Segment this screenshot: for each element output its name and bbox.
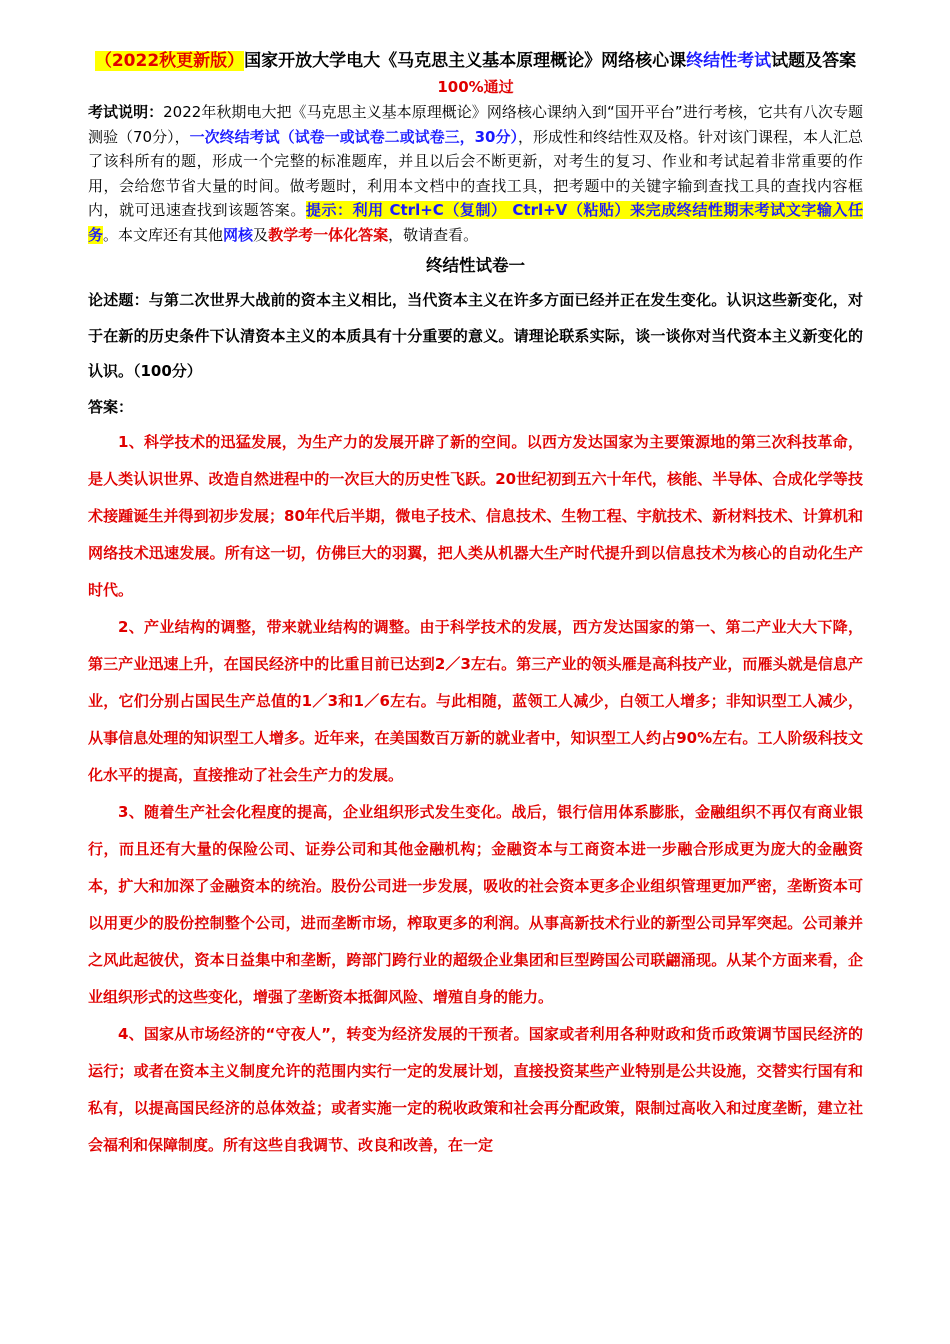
answer-label: 答案：	[88, 397, 134, 416]
title-main-a: 国家开放大学电大《马克思主义基本原理概论》网络核心课	[244, 51, 687, 71]
intro-blue-2: 网核	[223, 225, 254, 244]
answer-paragraph-1: 1、科学技术的迅猛发展，为生产力的发展开辟了新的空间。以西方发达国家为主要策源地的第三次科技革命，是人类认识世界、改造自然进程中的一次巨大的历史性飞跃。20世纪初到五六十年代，核能、半导体、合成化学等技术接踵诞生并得到初步发展；80年代后半期，微电子技术、信息技术、生物工程、宇航技术、新材料技术、计算机和网络技术迅速发展。所有这一切，仿佛巨大的羽翼，把人类从机器大生产时代提升到以信息技术为核心的自动化生产时代。	[88, 432, 863, 599]
intro-text-1: 2022年秋期电大把《马克思主义基本原理概论》网络核心课纳入到“国开平台”进行考核，它共有八次专题测验（70分），	[88, 103, 863, 146]
title-main-b: 试题及答案	[771, 51, 857, 71]
document-page	[88, 48, 863, 1164]
answer-paragraph-3: 3、随着生产社会化程度的提高，企业组织形式发生变化。战后，银行信用体系膨胀，金融组织不再仅有商业银行，而且还有大量的保险公司、证券公司和其他金融机构；金融资本与工商资本进一步融合形成更为庞大的金融资本，扩大和加深了金融资本的统治。股份公司进一步发展，吸收的社会资本更多企业组织管理更加严密，垄断资本可以用更少的股份控制整个公司，进而垄断市场，榨取更多的利润。从事高新技术行业的新型公司异军突起。公司兼并之风此起彼伏，资本日益集中和垄断，跨部门跨行业的超级企业集团和巨型跨国公司联翩涌现。从某个方面来看，企业组织形式的这些变化，增强了垄断资本抵御风险、增殖自身的能力。	[88, 802, 863, 1006]
intro-text-3: 。本文库还有其他	[103, 225, 224, 244]
intro-red-1: 教学考一体化答案	[268, 225, 389, 244]
intro-tip: 提示：利用 Ctrl+C（复制） Ctrl+V（粘贴）来完成终结性期末考试文字输入任务	[88, 201, 863, 244]
intro-label: 考试说明：	[88, 103, 164, 121]
pass-text: 100%通过	[437, 78, 514, 96]
title-version-tag: （2022秋更新版）	[94, 51, 245, 71]
intro-blue-1: 一次终结考试（试卷一或试卷二或试卷三，30分）	[189, 127, 518, 146]
question-text: 论述题：与第二次世界大战前的资本主义相比，当代资本主义在许多方面已经并正在发生变化。认识这些新变化，对于在新的历史条件下认清资本主义的本质具有十分重要的意义。请理论联系实际，谈一谈你对当代资本主义新变化的认识。（100分）	[88, 291, 863, 380]
document-title	[88, 48, 863, 74]
answer-paragraph-4: 4、国家从市场经济的“守夜人”，转变为经济发展的干预者。国家或者利用各种财政和货币政策调节国民经济的运行；或者在资本主义制度允许的范围内实行一定的发展计划，直接投资某些产业特别是公共设施，交替实行国有和私有，以提高国民经济的总体效益；或者实施一定的税收政策和社会再分配政策，限制过高收入和过度垄断，建立社会福利和保障制度。所有这些自我调节、改良和改善，在一定	[88, 1024, 863, 1154]
intro-text-2: ，形成性和终结性双及格。针对该门课程，本人汇总了该科所有的题，形成一个完整的标准题库，并且以后会不断更新，对考生的复习、作业和考试起着非常重要的作用，会给您节省大量的时间。做考题时，利用本文档中的查找工具，把考题中的关键字输到查找工具的查找内容框内，就可迅速查找到该题答案。	[88, 127, 863, 219]
section-title: 终结性试卷一	[426, 256, 525, 275]
answer-paragraph-2: 2、产业结构的调整，带来就业结构的调整。由于科学技术的发展，西方发达国家的第一、第二产业大大下降，第三产业迅速上升，在国民经济中的比重目前已达到2／3左右。第三产业的领头雁是高科技产业，而雁头就是信息产业，它们分别占国民生产总值的1／3和1／6左右。与此相随，蓝领工人减少，白领工人增多；非知识型工人减少，从事信息处理的知识型工人增多。近年来，在美国数百万新的就业者中，知识型工人约占90%左右。工人阶级科技文化水平的提高，直接推动了社会生产力的发展。	[88, 617, 863, 784]
intro-text-4: 及	[253, 225, 269, 244]
exam-intro	[88, 100, 863, 247]
title-highlight: 终结性考试	[686, 51, 772, 71]
intro-text-5: ，敬请查看。	[388, 225, 479, 244]
